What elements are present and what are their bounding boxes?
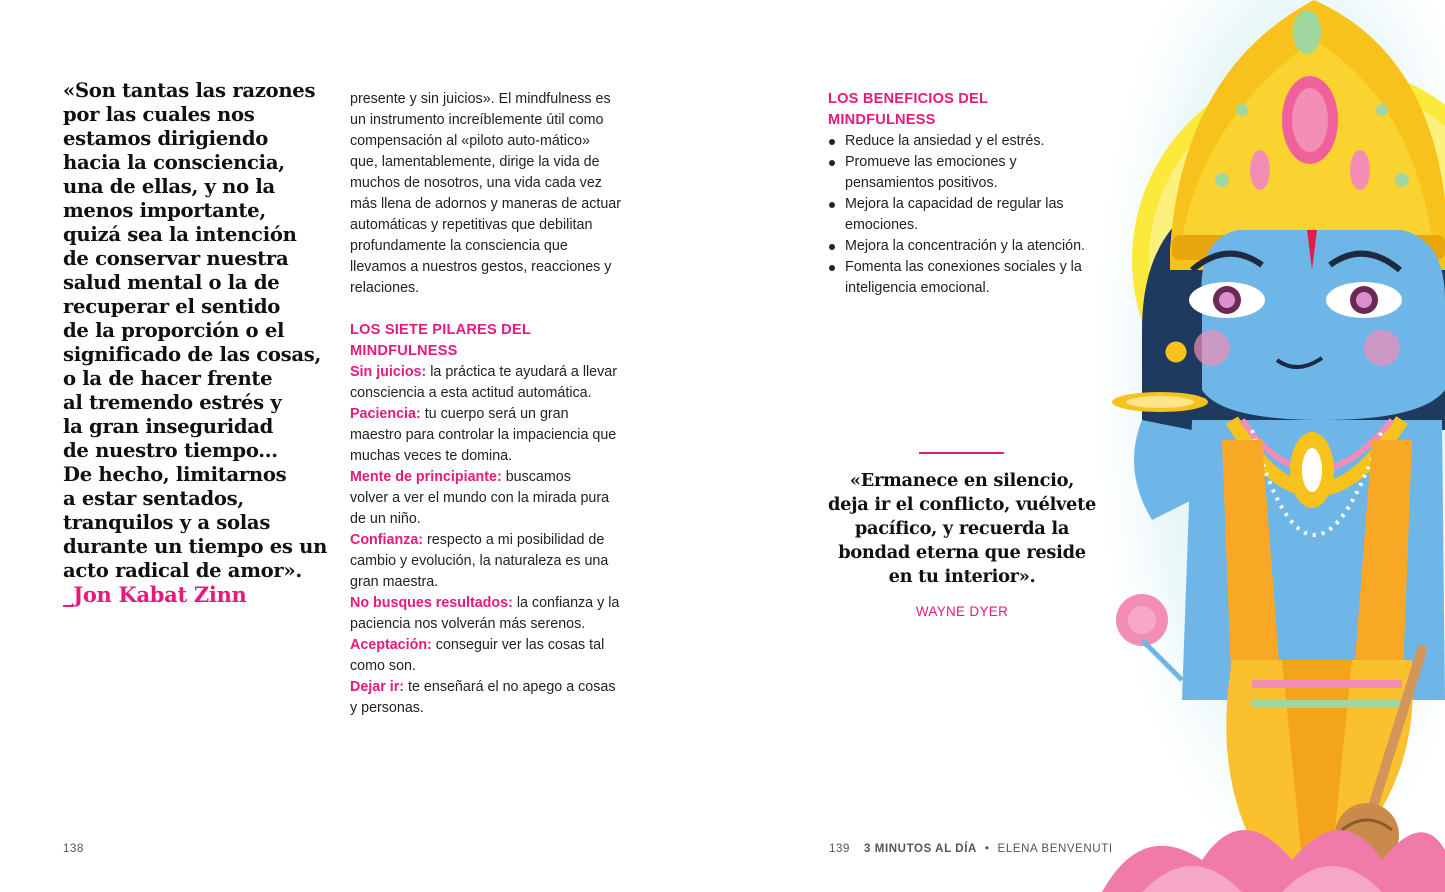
benefit-item-cont: emociones.	[845, 217, 919, 233]
quote-line: estamos dirigiendo	[63, 127, 269, 150]
book-title: 3 MINUTOS AL DÍA	[864, 843, 977, 855]
bullet-icon	[829, 265, 835, 271]
page-number-right: 139	[829, 843, 850, 855]
quote-line: una de ellas, y no la	[63, 175, 275, 198]
benefit-text: Mejora la capacidad de regular las	[845, 196, 1064, 212]
quote-line: menos importante,	[63, 199, 266, 222]
intro-line: automáticas y repetitivas que debilitan	[350, 217, 593, 233]
intro-line: profundamente la consciencia que	[350, 238, 568, 254]
quote-line: recuperar el sentido	[63, 295, 281, 318]
book-author: ELENA BENVENUTI	[997, 843, 1113, 855]
left-page	[0, 0, 722, 892]
pillar-text: te enseñará el no apego a cosas	[404, 679, 616, 695]
quote-line: «Ermanece en silencio,	[849, 470, 1075, 491]
pillar-text: buscamos	[501, 469, 571, 485]
quote-line: salud mental o la de	[63, 271, 280, 294]
pillar-term: Confianza:	[350, 532, 424, 548]
intro-line: más llena de adornos y maneras de actuar	[350, 196, 621, 212]
benefit-item	[828, 236, 1128, 257]
quote-author: WAYNE DYER	[915, 604, 1009, 619]
pillar-term: Mente de principiante:	[350, 469, 502, 485]
quote-line: o la de hacer frente	[63, 367, 273, 390]
pillar-item	[350, 530, 625, 551]
pillar-term: Sin juicios:	[350, 364, 427, 380]
middle-column	[350, 89, 625, 719]
pillar-text: paciencia nos volverán más serenos.	[350, 616, 586, 632]
quote-line: de conservar nuestra	[63, 247, 289, 270]
benefit-text: Fomenta las conexiones sociales y la	[845, 259, 1082, 275]
pillars-title: MINDFULNESS	[350, 343, 458, 359]
quote-line: hacia la consciencia,	[63, 151, 285, 174]
benefit-text: Mejora la concentración y la atención.	[845, 238, 1086, 254]
pillar-text: consciencia a esta actitud automática.	[350, 385, 592, 401]
pillar-text: la práctica te ayudará a llevar	[426, 364, 617, 380]
pillar-term: Paciencia:	[350, 406, 421, 422]
bullet-icon	[829, 160, 835, 166]
pillar-text: cambio y evolución, la naturaleza es una	[350, 553, 609, 569]
pillar-text: maestro para controlar la impaciencia que	[350, 427, 617, 443]
quote-line: «Son tantas las razones	[63, 79, 316, 102]
quote-line: durante un tiempo es un	[63, 535, 328, 558]
intro-line: muchos de nosotros, una vida cada vez	[350, 175, 602, 191]
benefit-item	[828, 131, 1128, 152]
benefit-item	[828, 257, 1128, 278]
pillar-item	[350, 404, 625, 425]
pillar-text: gran maestra.	[350, 574, 439, 590]
quote-line: pacífico, y recuerda la	[854, 518, 1070, 539]
quote-line: de la proporción o el	[63, 319, 285, 342]
wayne-dyer-quote	[822, 469, 1102, 589]
benefit-item	[828, 194, 1128, 215]
quote-line: en tu interior».	[888, 566, 1036, 587]
pillar-text: conseguir ver las cosas tal	[431, 637, 605, 653]
intro-line: llevamos a nuestros gestos, reacciones y	[350, 259, 612, 275]
intro-line: un instrumento increíblemente útil como	[350, 112, 604, 128]
face	[1201, 230, 1445, 420]
quote-line: al tremendo estrés y	[63, 391, 282, 414]
quote-line: de nuestro tiempo...	[63, 439, 278, 462]
quote-line: la gran inseguridad	[63, 415, 274, 438]
quote-line: De hecho, limitarnos	[63, 463, 287, 486]
pillar-text: como son.	[350, 658, 416, 674]
benefit-item	[828, 152, 1128, 173]
quote-line: deja ir el conflicto, vuélvete	[827, 494, 1097, 515]
pillar-text: volver a ver el mundo con la mirada pura	[350, 490, 610, 506]
intro-line: compensación al «piloto auto-mático»	[350, 133, 591, 149]
intro-line: presente y sin juicios». El mindfulness es	[350, 91, 611, 107]
benefits-column	[828, 89, 1128, 299]
pillar-item	[350, 593, 625, 614]
pillar-text: tu cuerpo será un gran	[420, 406, 569, 422]
pillar-term: No busques resultados:	[350, 595, 513, 611]
quote-line: tranquilos y a solas	[63, 511, 271, 534]
pillar-text: la confianza y la	[512, 595, 620, 611]
pillar-term: Dejar ir:	[350, 679, 405, 695]
pillar-term: Aceptación:	[350, 637, 432, 653]
benefits-title: MINDFULNESS	[828, 112, 936, 128]
big-quote	[63, 79, 328, 607]
benefit-text: Reduce la ansiedad y el estrés.	[845, 133, 1045, 149]
quote-line: a estar sentados,	[63, 487, 244, 510]
benefit-item-cont: pensamientos positivos.	[845, 175, 998, 191]
pillar-item	[350, 635, 625, 656]
pillar-item	[350, 677, 625, 698]
pillar-item	[350, 467, 625, 488]
quote-divider	[919, 452, 1004, 454]
pillar-text: de un niño.	[350, 511, 421, 527]
pillars-title: LOS SIETE PILARES DEL	[350, 322, 531, 338]
benefit-text: Promueve las emociones y	[845, 154, 1017, 170]
pillar-item	[350, 362, 625, 383]
quote-author: _Jon Kabat Zinn	[63, 582, 247, 607]
intro-line: que, lamentablemente, dirige la vida de	[350, 154, 600, 170]
footer-right	[829, 843, 1113, 855]
pillar-text: respecto a mi posibilidad de	[423, 532, 605, 548]
bullet-icon	[829, 202, 835, 208]
quote-line: quizá sea la intención	[63, 223, 297, 246]
footer-separator: •	[984, 843, 990, 855]
right-page	[722, 0, 1445, 892]
intro-line: relaciones.	[350, 280, 420, 296]
quote-line: significado de las cosas,	[63, 343, 322, 366]
quote-line: acto radical de amor».	[63, 559, 302, 582]
quote-line: por las cuales nos	[63, 103, 255, 126]
pillar-text: y personas.	[350, 700, 424, 716]
benefits-title: LOS BENEFICIOS DEL	[828, 91, 989, 107]
page-number-left: 138	[63, 843, 84, 855]
vishnu-illustration	[1082, 0, 1445, 892]
benefit-item-cont: inteligencia emocional.	[845, 280, 990, 296]
quote-line: bondad eterna que reside	[838, 542, 1086, 563]
bullet-icon	[829, 139, 835, 145]
bullet-icon	[829, 244, 835, 250]
pillar-text: muchas veces te domina.	[350, 448, 513, 464]
